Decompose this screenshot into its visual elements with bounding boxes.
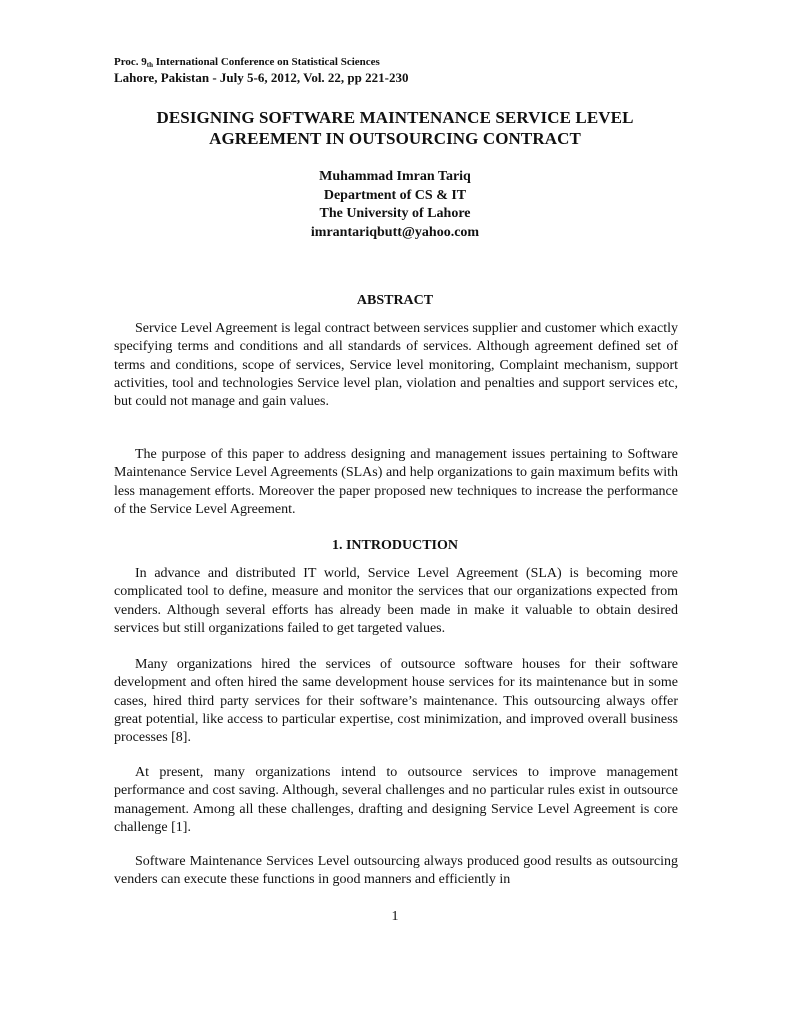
abstract-paragraph-2: The purpose of this paper to address designing and management issues pertaining to Software Maintenance Service Level Agreements (SLAs) and help organizations to gain maximum befits with less management efforts. Moreover the paper proposed new techniques to increase the performance of the Service Level Agreement. <box>114 447 678 517</box>
title-line-2: AGREEMENT IN OUTSOURCING CONTRACT <box>209 129 581 148</box>
introduction-heading: 1. INTRODUCTION <box>331 538 458 553</box>
title-line-1: DESIGNING SOFTWARE MAINTENANCE SERVICE LEVEL <box>156 108 634 127</box>
conference-name <box>114 55 694 70</box>
conference-location: Lahore, Pakistan - July 5-6, 2012, Vol. 22, pp 221-230 <box>114 70 409 85</box>
author-block <box>110 168 680 242</box>
abstract-heading: ABSTRACT <box>356 293 434 308</box>
author-name: Muhammad Imran Tariq <box>319 169 471 184</box>
intro-paragraph-1: In advance and distributed IT world, Service Level Agreement (SLA) is becoming more complicated tool to define, measure and monitor the services that our organizations expected from venders. Although several efforts has already been made in make it valuable to obtain desired services but still organizations failed to get targeted values. <box>114 566 678 636</box>
author-university: The University of Lahore <box>319 206 471 221</box>
conference-rest: International Conference on Statistical Sciences <box>153 56 380 68</box>
author-email: imrantariqbutt@yahoo.com <box>310 224 480 240</box>
ordinal-suffix: th <box>146 61 154 69</box>
paper-title <box>110 107 680 149</box>
intro-paragraph-2: Many organizations hired the services of outsource software houses for their software development and often hired the same development house services for its maintenance but in some cases, hired third party services for their software’s maintenance. This outsourcing always offer great potential, like access to particular expertise, cost minimization, and improved overall business processes [8]. <box>114 657 678 746</box>
abstract-paragraph-1: Service Level Agreement is legal contract between services supplier and customer which exactly specifying terms and conditions and all standards of services. Although agreement defined set of terms and conditions, scope of services, Service level monitoring, Complaint mechanism, support activities, tool and technologies Service level plan, violation and penalties and support services etc, but could not manage and gain values. <box>114 321 678 410</box>
conference-prefix: Proc. 9 <box>114 56 147 68</box>
conference-header <box>114 55 694 86</box>
author-department: Department of CS & IT <box>323 187 467 203</box>
intro-paragraph-4: Software Maintenance Services Level outsourcing always produced good results as outsourcing venders can execute these functions in good manners and efficiently in <box>114 854 678 888</box>
intro-paragraph-3: At present, many organizations intend to outsource services to improve management performance and cost saving. Although, several challenges and no particular rules exist in outsource management. Among all these challenges, drafting and designing Service Level Agreement is core challenge [1]. <box>114 765 678 835</box>
page-number: 1 <box>391 909 399 924</box>
